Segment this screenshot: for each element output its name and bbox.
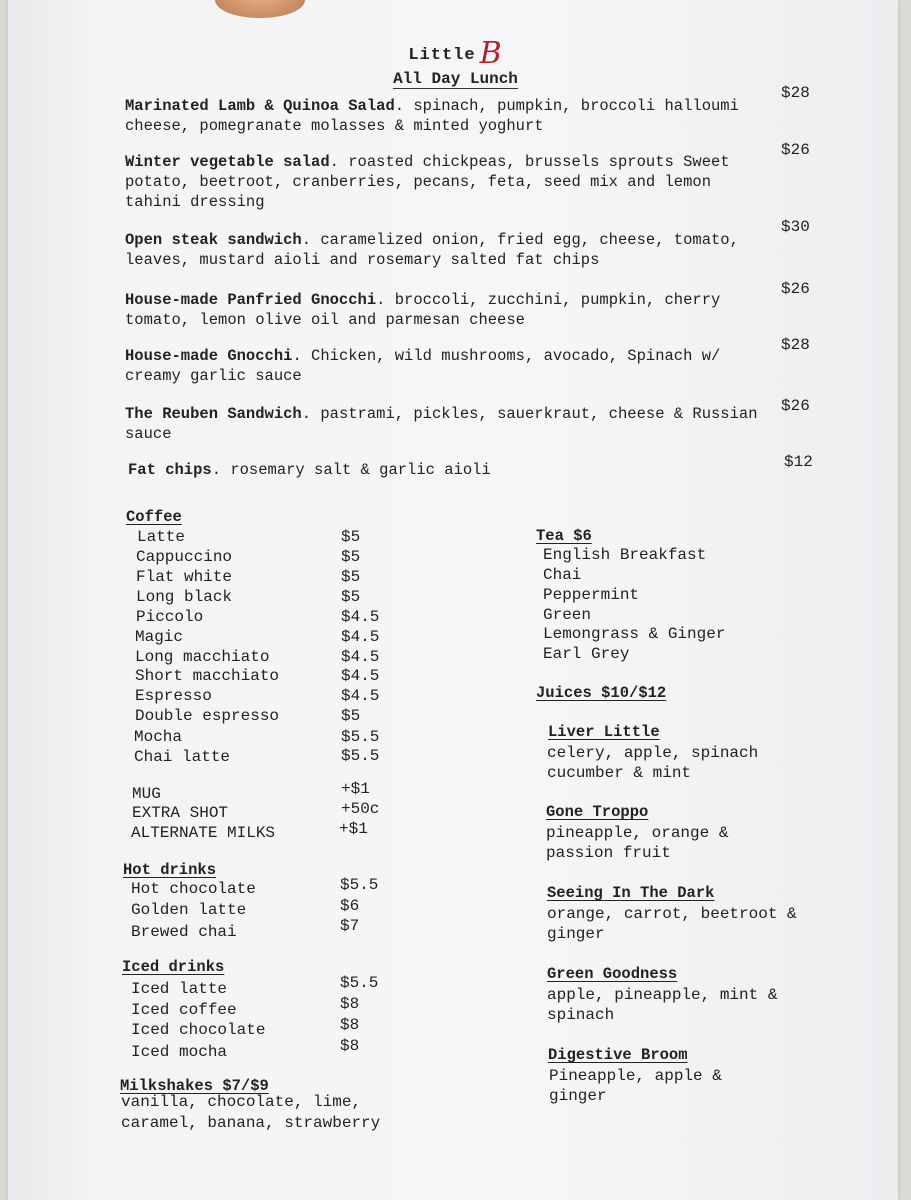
iced-price: $8 bbox=[340, 995, 360, 1013]
hot-item: Brewed chai bbox=[131, 923, 237, 941]
coffee-item: Flat white bbox=[136, 568, 233, 586]
hot-price: $7 bbox=[340, 917, 360, 935]
tea-item: Chai bbox=[543, 566, 582, 584]
dish-steak-sandwich bbox=[125, 230, 765, 270]
extra-item: MUG bbox=[132, 785, 161, 803]
coffee-price: $5 bbox=[341, 588, 361, 606]
iced-price: $5.5 bbox=[340, 974, 379, 992]
juice-desc: pineapple, orange & passion fruit bbox=[546, 824, 729, 862]
dish-price: $12 bbox=[784, 453, 813, 471]
hot-drinks-title: Hot drinks bbox=[123, 861, 217, 879]
coffee-item: Piccolo bbox=[136, 608, 204, 626]
extra-price: +$1 bbox=[339, 820, 368, 838]
b-logo: B bbox=[479, 36, 503, 71]
dish-name: House-made Panfried Gnocchi bbox=[125, 291, 377, 309]
coffee-item: Chai latte bbox=[134, 748, 231, 766]
menu-subtitle bbox=[0, 70, 911, 88]
dish-name: Winter vegetable salad bbox=[125, 153, 330, 171]
extra-price: +50c bbox=[341, 800, 380, 818]
tea-title: Tea $6 bbox=[536, 527, 592, 545]
coffee-price: $4.5 bbox=[341, 648, 380, 666]
iced-item: Iced coffee bbox=[131, 1001, 237, 1019]
dish-desc: . roasted chickpeas, brussels sprouts Sweet potato, beetroot, cranberries, pecans, feta, seed mix and lemon tahini dressing bbox=[125, 153, 730, 211]
coffee-item: Magic bbox=[135, 628, 184, 646]
hot-price: $6 bbox=[340, 897, 360, 915]
dish-lamb-salad bbox=[125, 96, 765, 136]
dish-desc: . pastrami, pickles, sauerkraut, cheese & Russian sauce bbox=[125, 405, 758, 443]
juice-name: Green Goodness bbox=[547, 965, 678, 983]
coffee-price: $5.5 bbox=[341, 747, 380, 765]
coffee-item: Espresso bbox=[135, 687, 212, 705]
hot-item: Golden latte bbox=[131, 901, 247, 919]
coffee-item: Mocha bbox=[134, 728, 183, 746]
coffee-price: $4.5 bbox=[341, 608, 380, 626]
coffee-item: Short macchiato bbox=[135, 667, 280, 685]
tea-item: Green bbox=[543, 606, 592, 624]
dish-name: House-made Gnocchi bbox=[125, 347, 293, 365]
juice-desc: Pineapple, apple & ginger bbox=[549, 1067, 722, 1105]
iced-item: Iced chocolate bbox=[131, 1021, 266, 1039]
dish-name: The Reuben Sandwich bbox=[125, 405, 302, 423]
dish-desc: . Chicken, wild mushrooms, avocado, Spinach w/ creamy garlic sauce bbox=[125, 347, 721, 385]
extra-item: ALTERNATE MILKS bbox=[131, 824, 276, 842]
dish-name: Open steak sandwich bbox=[125, 231, 302, 249]
iced-item: Iced latte bbox=[131, 980, 228, 998]
iced-drinks-title: Iced drinks bbox=[122, 958, 225, 976]
dish-desc: . spinach, pumpkin, broccoli halloumi cheese, pomegranate molasses & minted yoghurt bbox=[125, 97, 739, 135]
juice-desc: apple, pineapple, mint & spinach bbox=[547, 986, 778, 1024]
iced-item: Iced mocha bbox=[131, 1043, 228, 1061]
dish-fat-chips bbox=[128, 460, 768, 480]
coffee-price: $4.5 bbox=[341, 628, 380, 646]
juice-name: Gone Troppo bbox=[546, 803, 649, 821]
milkshakes-flavours: vanilla, chocolate, lime, caramel, banana, strawberry bbox=[121, 1093, 381, 1132]
coffee-price: $5 bbox=[341, 548, 361, 566]
dish-price: $28 bbox=[781, 336, 810, 354]
hot-item: Hot chocolate bbox=[131, 880, 256, 898]
dish-price: $30 bbox=[781, 218, 810, 236]
coffee-price: $5.5 bbox=[341, 728, 380, 746]
iced-price: $8 bbox=[340, 1016, 360, 1034]
coffee-item: Latte bbox=[137, 528, 186, 546]
juice-name: Seeing In The Dark bbox=[547, 884, 715, 902]
coffee-item: Double espresso bbox=[135, 707, 280, 725]
subtitle-text: All Day Lunch bbox=[393, 70, 518, 88]
iced-price: $8 bbox=[340, 1037, 360, 1055]
dish-name: Fat chips bbox=[128, 461, 212, 479]
dish-reuben bbox=[125, 404, 765, 444]
milkshakes-title: Milkshakes $7/$9 bbox=[120, 1077, 269, 1095]
juices-title: Juices $10/$12 bbox=[536, 684, 667, 702]
dish-winter-salad bbox=[125, 152, 765, 212]
coffee-item: Long macchiato bbox=[135, 648, 270, 666]
coffee-price: $4.5 bbox=[341, 667, 380, 685]
dish-price: $26 bbox=[781, 397, 810, 415]
coffee-price: $5 bbox=[341, 528, 361, 546]
dish-gnocchi bbox=[125, 346, 765, 386]
juice-name: Digestive Broom bbox=[548, 1046, 688, 1064]
dish-name: Marinated Lamb & Quinoa Salad bbox=[125, 97, 395, 115]
brand-text: Little bbox=[408, 46, 476, 65]
restaurant-name bbox=[0, 36, 911, 71]
tea-item: Earl Grey bbox=[543, 645, 630, 663]
dish-price: $26 bbox=[781, 141, 810, 159]
extra-item: EXTRA SHOT bbox=[132, 804, 229, 822]
coffee-price: $5 bbox=[341, 707, 361, 725]
coffee-item: Long black bbox=[136, 588, 233, 606]
dish-desc: . broccoli, zucchini, pumpkin, cherry tomato, lemon olive oil and parmesan cheese bbox=[125, 291, 721, 329]
dish-price: $28 bbox=[781, 84, 810, 102]
juice-desc: celery, apple, spinach cucumber & mint bbox=[547, 744, 759, 782]
dish-desc: . rosemary salt & garlic aioli bbox=[211, 461, 491, 479]
dish-desc: . caramelized onion, fried egg, cheese, tomato, leaves, mustard aioli and rosemary salted fat chips bbox=[125, 231, 739, 269]
coffee-title: Coffee bbox=[126, 508, 182, 526]
dish-panfried-gnocchi bbox=[125, 290, 765, 330]
coffee-price: $4.5 bbox=[341, 687, 380, 705]
tea-item: English Breakfast bbox=[543, 546, 707, 564]
dish-price: $26 bbox=[781, 280, 810, 298]
juice-name: Liver Little bbox=[548, 723, 660, 741]
coffee-price: $5 bbox=[341, 568, 361, 586]
tea-item: Lemongrass & Ginger bbox=[543, 625, 726, 643]
hot-price: $5.5 bbox=[340, 876, 379, 894]
tea-item: Peppermint bbox=[543, 586, 640, 604]
extra-price: +$1 bbox=[341, 780, 370, 798]
juice-desc: orange, carrot, beetroot & ginger bbox=[547, 905, 797, 943]
coffee-item: Cappuccino bbox=[136, 548, 233, 566]
